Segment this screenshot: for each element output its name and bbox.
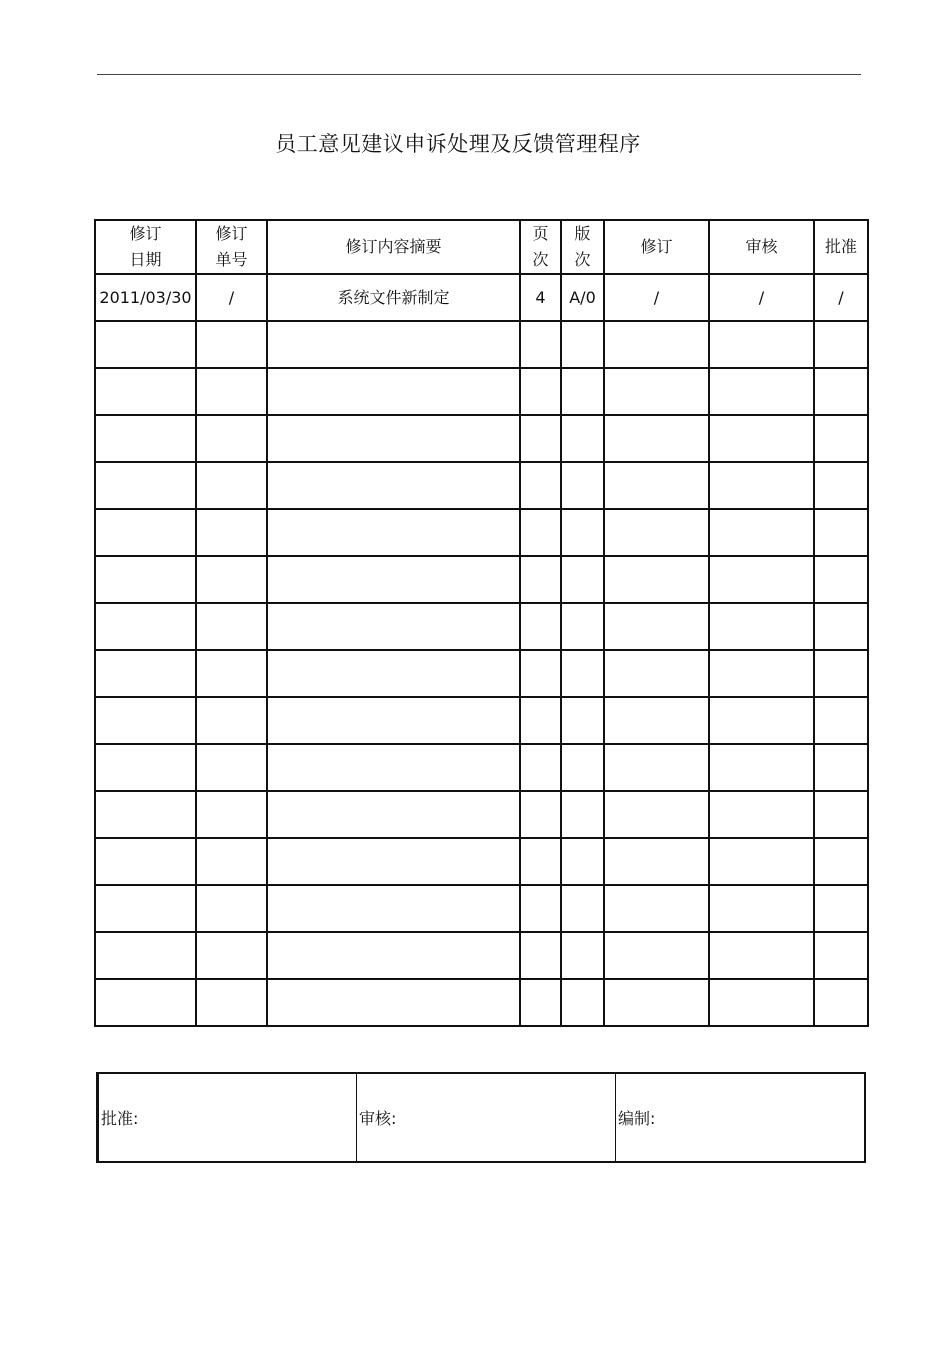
cell-approved-by	[814, 415, 868, 462]
cell-summary	[267, 744, 520, 791]
cell-version	[561, 509, 604, 556]
cell-approved-by	[814, 791, 868, 838]
cell-summary	[267, 462, 520, 509]
cell-reviewed-by	[709, 650, 814, 697]
cell-version	[561, 603, 604, 650]
cell-revised-by	[604, 979, 709, 1026]
table-row	[95, 368, 868, 415]
cell-page	[520, 838, 561, 885]
table-row	[95, 697, 868, 744]
prepare-cell	[616, 1073, 865, 1162]
cell-reviewed-by	[709, 697, 814, 744]
header-revised-by: 修订	[604, 220, 709, 274]
cell-reviewed-by	[709, 979, 814, 1026]
cell-revised-by	[604, 556, 709, 603]
cell-page	[520, 885, 561, 932]
cell-revised-by	[604, 838, 709, 885]
cell-date	[95, 791, 196, 838]
cell-revised-by	[604, 697, 709, 744]
header-approved-by: 批准	[814, 220, 868, 274]
table-row	[95, 932, 868, 979]
review-cell	[357, 1073, 616, 1162]
header-version: 版 次	[561, 220, 604, 274]
cell-reviewed-by	[709, 838, 814, 885]
cell-summary	[267, 368, 520, 415]
cell-reviewed-by	[709, 791, 814, 838]
cell-page: 4	[520, 274, 561, 321]
cell-number	[196, 650, 267, 697]
table-row	[95, 462, 868, 509]
header-revision-date: 修订 日期	[95, 220, 196, 274]
cell-summary	[267, 321, 520, 368]
cell-number	[196, 321, 267, 368]
cell-page	[520, 697, 561, 744]
cell-version	[561, 744, 604, 791]
cell-revised-by	[604, 885, 709, 932]
table-row	[95, 791, 868, 838]
cell-number	[196, 368, 267, 415]
cell-summary	[267, 885, 520, 932]
prepare-label: 编制:	[618, 1109, 656, 1128]
cell-page	[520, 932, 561, 979]
cell-number	[196, 979, 267, 1026]
cell-approved-by	[814, 650, 868, 697]
signoff-table	[96, 1072, 866, 1163]
cell-number	[196, 556, 267, 603]
table-row	[95, 885, 868, 932]
cell-revised-by	[604, 650, 709, 697]
cell-page	[520, 979, 561, 1026]
cell-revised-by	[604, 744, 709, 791]
cell-revised-by	[604, 932, 709, 979]
table-row	[95, 321, 868, 368]
cell-version	[561, 368, 604, 415]
cell-date	[95, 321, 196, 368]
cell-reviewed-by	[709, 885, 814, 932]
cell-approved-by	[814, 603, 868, 650]
header-revision-summary: 修订内容摘要	[267, 220, 520, 274]
cell-approved-by	[814, 838, 868, 885]
cell-summary	[267, 509, 520, 556]
approve-cell	[98, 1073, 357, 1162]
cell-version	[561, 321, 604, 368]
cell-date	[95, 838, 196, 885]
revision-history-table	[94, 219, 869, 1027]
signoff-row	[98, 1073, 865, 1162]
cell-date	[95, 556, 196, 603]
cell-summary: 系统文件新制定	[267, 274, 520, 321]
cell-date	[95, 650, 196, 697]
cell-summary	[267, 603, 520, 650]
table-row	[95, 415, 868, 462]
header-revision-number: 修订 单号	[196, 220, 267, 274]
cell-revised-by	[604, 368, 709, 415]
cell-version	[561, 932, 604, 979]
cell-page	[520, 791, 561, 838]
cell-number	[196, 603, 267, 650]
cell-reviewed-by	[709, 509, 814, 556]
cell-page	[520, 744, 561, 791]
cell-date	[95, 979, 196, 1026]
cell-page	[520, 368, 561, 415]
cell-approved-by	[814, 744, 868, 791]
cell-page	[520, 603, 561, 650]
cell-approved-by	[814, 556, 868, 603]
table-row	[95, 274, 868, 321]
cell-version	[561, 650, 604, 697]
cell-page	[520, 462, 561, 509]
cell-summary	[267, 932, 520, 979]
cell-number	[196, 885, 267, 932]
cell-approved-by	[814, 462, 868, 509]
cell-revised-by	[604, 603, 709, 650]
cell-date	[95, 415, 196, 462]
cell-date	[95, 603, 196, 650]
cell-summary	[267, 415, 520, 462]
cell-page	[520, 650, 561, 697]
table-row	[95, 509, 868, 556]
cell-reviewed-by	[709, 415, 814, 462]
cell-version	[561, 415, 604, 462]
table-row	[95, 650, 868, 697]
cell-summary	[267, 697, 520, 744]
cell-summary	[267, 650, 520, 697]
cell-reviewed-by	[709, 932, 814, 979]
cell-revised-by: /	[604, 274, 709, 321]
cell-date	[95, 462, 196, 509]
cell-version	[561, 885, 604, 932]
cell-number	[196, 509, 267, 556]
cell-number	[196, 838, 267, 885]
cell-version: A/0	[561, 274, 604, 321]
cell-reviewed-by	[709, 321, 814, 368]
cell-approved-by	[814, 932, 868, 979]
cell-reviewed-by	[709, 368, 814, 415]
table-row	[95, 979, 868, 1026]
header-page: 页 次	[520, 220, 561, 274]
cell-date	[95, 368, 196, 415]
cell-version	[561, 838, 604, 885]
cell-reviewed-by: /	[709, 274, 814, 321]
cell-reviewed-by	[709, 462, 814, 509]
cell-number	[196, 462, 267, 509]
cell-version	[561, 697, 604, 744]
cell-summary	[267, 979, 520, 1026]
cell-approved-by	[814, 321, 868, 368]
cell-revised-by	[604, 415, 709, 462]
cell-date	[95, 932, 196, 979]
cell-date	[95, 697, 196, 744]
cell-version	[561, 462, 604, 509]
cell-number	[196, 415, 267, 462]
cell-page	[520, 509, 561, 556]
cell-page	[520, 321, 561, 368]
cell-page	[520, 556, 561, 603]
cell-number	[196, 932, 267, 979]
header-rule	[97, 74, 861, 75]
cell-date	[95, 744, 196, 791]
cell-reviewed-by	[709, 556, 814, 603]
cell-revised-by	[604, 462, 709, 509]
cell-approved-by	[814, 697, 868, 744]
table-header-row	[95, 220, 868, 274]
cell-approved-by	[814, 368, 868, 415]
cell-approved-by: /	[814, 274, 868, 321]
cell-approved-by	[814, 979, 868, 1026]
cell-reviewed-by	[709, 744, 814, 791]
cell-approved-by	[814, 885, 868, 932]
table-row	[95, 556, 868, 603]
cell-version	[561, 979, 604, 1026]
approve-label: 批准:	[101, 1109, 139, 1128]
cell-date	[95, 885, 196, 932]
cell-reviewed-by	[709, 603, 814, 650]
review-label: 审核:	[359, 1109, 397, 1128]
cell-version	[561, 556, 604, 603]
cell-number	[196, 744, 267, 791]
cell-date: 2011/03/30	[95, 274, 196, 321]
table-row	[95, 838, 868, 885]
cell-number	[196, 697, 267, 744]
cell-number: /	[196, 274, 267, 321]
cell-page	[520, 415, 561, 462]
table-row	[95, 603, 868, 650]
cell-approved-by	[814, 509, 868, 556]
cell-summary	[267, 791, 520, 838]
cell-revised-by	[604, 321, 709, 368]
cell-summary	[267, 556, 520, 603]
cell-revised-by	[604, 509, 709, 556]
cell-number	[196, 791, 267, 838]
header-reviewed-by: 审核	[709, 220, 814, 274]
table-row	[95, 744, 868, 791]
cell-revised-by	[604, 791, 709, 838]
cell-date	[95, 509, 196, 556]
document-title: 员工意见建议申诉处理及反馈管理程序	[275, 132, 641, 156]
cell-summary	[267, 838, 520, 885]
cell-version	[561, 791, 604, 838]
